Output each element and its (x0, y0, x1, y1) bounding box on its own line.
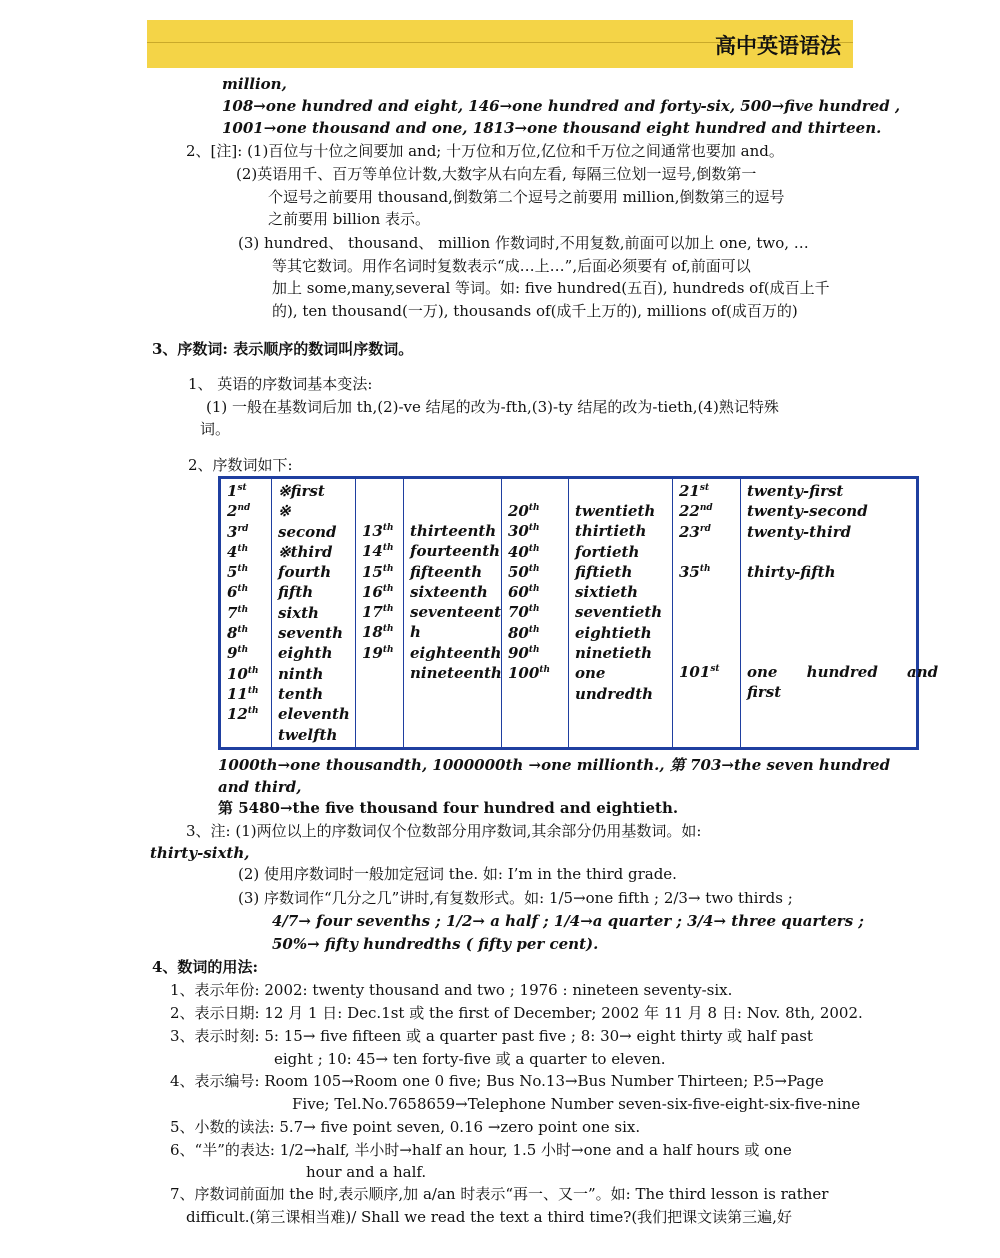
usage-3b: eight ; 10: 45→ ten forty-five 或 a quarter to eleven. (274, 1050, 666, 1068)
after-table-line-3: 第 5480→the five thousand four hundred and eightieth. (218, 799, 679, 817)
ordinal-suffix: th (382, 583, 394, 594)
note3-line-6: 50%→ fifty hundredths ( fifty per cent). (272, 935, 599, 953)
note3-line-3: (2) 使用序数词时一般加定冠词 the. 如: I’m in the third grade. (238, 865, 677, 883)
note2-line-6: 等其它数词。用作名词时复数表示“成…上…”,后面必须要有 of,前面可以 (272, 257, 751, 275)
ordinal-suffix: th (382, 563, 394, 574)
note2-line-4: 之前要用 billion 表示。 (268, 210, 431, 228)
c2-cell: twelfth (278, 725, 338, 744)
ordinal-suffix: nd (237, 503, 251, 514)
ordinal-suffix: th (382, 523, 394, 533)
c3-cell: 17th (362, 603, 394, 622)
c3-cell: 14th (362, 542, 394, 561)
c4-cell: fifteenth (410, 562, 483, 581)
ordinal-suffix: th (528, 604, 540, 615)
c3-cell: 18th (362, 623, 394, 642)
c7-cell: 101st (679, 663, 720, 682)
note2-line-5: (3) hundred、 thousand、 million 作数词时,不用复数,前面可以加上 one, two, … (238, 234, 809, 252)
c1-cell: 12th (227, 705, 259, 724)
section3-heading: 3、序数词: 表示顺序的数词叫序数词。 (152, 340, 414, 358)
c6-cell: thirtieth (575, 522, 647, 541)
c5-cell: 60th (508, 583, 540, 602)
intro-line-2: 108→one hundred and eight, 146→one hundred and forty-six, 500→five hundred , (222, 97, 901, 115)
c1-cell: 8th (227, 624, 249, 643)
ordinal-suffix: rd (699, 523, 711, 534)
ordinal-suffix: th (237, 584, 249, 595)
note2-line-8: 的), ten thousand(一万), thousands of(成千上万的), millions of(成百万的) (272, 302, 798, 320)
table-col-2 (272, 478, 356, 749)
c3-cell: 19th (362, 643, 394, 662)
note2-line-2: (2)英语用千、百万等单位计数,大数字从右向左看, 每隔三位划一逗号,倒数第一 (236, 165, 757, 183)
c1-cell: 1st (227, 482, 247, 500)
note2-line-1: 2、[注]: (1)百位与十位之间要加 and; 十万位和万位,亿位和千万位之间通常也要加 and。 (186, 142, 784, 160)
c5-cell: 100th (508, 664, 551, 683)
c6-cell: fiftieth (575, 562, 633, 581)
c2-cell: ※ (278, 502, 291, 521)
c4-cell: thirteenth (410, 522, 497, 540)
ordinal-suffix: th (382, 543, 394, 554)
c6-cell: one (575, 664, 606, 683)
c1-cell: 4th (227, 542, 249, 561)
ordinal-suffix: th (528, 584, 540, 595)
usage-4b: Five; Tel.No.7658659→Telephone Number seven-six-five-eight-six-five-nine (292, 1095, 861, 1113)
section4-heading: 4、数词的用法: (152, 958, 258, 976)
ordinal-suffix: th (528, 563, 540, 574)
c5-cell: 40th (508, 542, 540, 561)
c1-cell: 11th (227, 684, 259, 703)
section3-rule-line-1: (1) 一般在基数词后加 th,(2)-ve 结尾的改为-fth,(3)-ty 结尾的改为-tieth,(4)熟记特殊 (206, 398, 779, 416)
usage-6a: 6、“半”的表达: 1/2→half, 半小时→half an hour, 1.5 小时→one and a half hours 或 one (170, 1141, 792, 1159)
ordinal-suffix: th (247, 665, 259, 676)
c8-cell: twenty-second (747, 502, 868, 521)
ordinal-suffix: th (382, 644, 394, 655)
c7-cell: 21st (679, 482, 710, 500)
after-table-line-2: and third, (218, 778, 302, 796)
c6-cell: ninetieth (575, 644, 653, 663)
usage-2: 2、表示日期: 12 月 1 日: Dec.1st 或 the first of December; 2002 年 11 月 8 日: Nov. 8th, 2002. (170, 1004, 863, 1022)
intro-line-3: 1001→one thousand and one, 1813→one thousand eight hundred and thirteen. (222, 119, 882, 137)
ordinal-suffix: th (382, 604, 394, 615)
c3-cell: 15th (362, 562, 394, 581)
c8-cell: one hundred and (747, 663, 939, 682)
note3-line-1: 3、注: (1)两位以上的序数词仅个位数部分用序数词,其余部分仍用基数词。如: (186, 822, 702, 840)
ordinal-suffix: th (528, 503, 540, 513)
c1-cell: 3rd (227, 522, 249, 541)
c4-cell: nineteenth (410, 664, 502, 683)
c3-cell: 16th (362, 582, 394, 601)
c7-cell: 35th (679, 562, 711, 581)
c2-cell: second (278, 522, 337, 541)
c1-cell: 10th (227, 664, 259, 683)
note3-line-2: thirty-sixth, (150, 844, 250, 862)
c8-cell: first (747, 683, 782, 702)
table-col-5 (502, 478, 569, 749)
note2-line-7: 加上 some,many,several 等词。如: five hundred(五百), hundreds of(成百上千 (272, 279, 830, 297)
ordinal-suffix: rd (237, 523, 249, 534)
c4-cell: h (410, 623, 421, 642)
ordinal-suffix: st (237, 483, 247, 493)
ordinal-suffix: th (539, 665, 551, 676)
note2-line-3: 个逗号之前要用 thousand,倒数第二个逗号之前要用 million,倒数第三的逗号 (268, 188, 785, 206)
c1-cell: 2nd (227, 502, 251, 521)
c6-cell: seventieth (575, 603, 663, 622)
c4-cell: sixteenth (410, 582, 488, 601)
c8-cell: twenty-first (747, 482, 844, 500)
c2-cell: fifth (278, 583, 314, 602)
ordinal-suffix: th (247, 685, 259, 696)
usage-7b: difficult.(第三课相当难)/ Shall we read the text a third time?(我们把课文读第三遍,好 (186, 1208, 792, 1226)
usage-7a: 7、序数词前面加 the 时,表示顺序,加 a/an 时表示“再一、又一”。如: The third lesson is rather (170, 1185, 829, 1203)
c8-cell: twenty-third (747, 522, 852, 541)
ordinal-suffix: th (237, 564, 249, 575)
table-col-4 (404, 478, 502, 749)
c3-cell: 13th (362, 522, 394, 540)
table-col-1 (220, 478, 272, 749)
c1-cell: 9th (227, 644, 249, 663)
c5-cell: 20th (508, 502, 540, 520)
c5-cell: 30th (508, 522, 540, 541)
c6-cell: twentieth (575, 502, 656, 520)
c2-cell: eleventh (278, 705, 350, 724)
c5-cell: 70th (508, 603, 540, 622)
table-col-7 (673, 478, 741, 749)
ordinal-suffix: th (237, 604, 249, 615)
c2-cell: ninth (278, 664, 324, 683)
c2-cell: sixth (278, 603, 319, 622)
section3-rule-line-2: 词。 (200, 420, 231, 438)
c6-cell: eightieth (575, 623, 652, 642)
note3-line-5: 4/7→ four sevenths ; 1/2→ a half ; 1/4→a quarter ; 3/4→ three quarters ; (272, 912, 864, 930)
usage-5: 5、小数的读法: 5.7→ five point seven, 0.16 →zero point one six. (170, 1118, 641, 1136)
c8-cell: thirty-fifth (747, 562, 836, 581)
ordinal-suffix: th (382, 624, 394, 635)
c6-cell: undredth (575, 684, 654, 703)
page-header-bar (147, 20, 853, 68)
c2-cell: fourth (278, 563, 332, 582)
c6-cell: sixtieth (575, 583, 639, 602)
ordinal-table (218, 476, 939, 750)
table-col-3 (356, 478, 404, 749)
ordinal-suffix: th (528, 543, 540, 554)
section3-sub2: 2、序数词如下: (188, 456, 293, 474)
c2-cell: ※first (278, 482, 325, 500)
table-col-6 (569, 478, 673, 749)
c2-cell: seventh (278, 624, 343, 643)
ordinal-suffix: th (247, 706, 259, 717)
c4-cell: eighteenth (410, 643, 502, 662)
c5-cell: 80th (508, 623, 540, 642)
c1-cell: 6th (227, 583, 249, 602)
c2-cell: ※third (278, 542, 333, 561)
header-title: 高中英语语法 (715, 34, 841, 58)
ordinal-suffix: th (237, 645, 249, 656)
c1-cell: 7th (227, 603, 249, 622)
c7-cell: 22nd (679, 502, 713, 521)
after-table-line-1: 1000th→one thousandth, 1000000th →one millionth., 第 703→the seven hundred (218, 756, 891, 774)
note3-line-4: (3) 序数词作“几分之几”讲时,有复数形式。如: 1/5→one fifth ; 2/3→ two thirds ; (238, 889, 793, 907)
ordinal-suffix: th (699, 563, 711, 574)
table-col-8 (741, 478, 939, 749)
c5-cell: 50th (508, 562, 540, 581)
c5-cell: 90th (508, 644, 540, 663)
section3-sub1: 1、 英语的序数词基本变法: (188, 375, 373, 393)
ordinal-suffix: nd (699, 503, 713, 514)
c4-cell: fourteenth (410, 542, 501, 561)
ordinal-suffix: th (237, 625, 249, 636)
ordinal-suffix: st (710, 664, 720, 675)
usage-4a: 4、表示编号: Room 105→Room one 0 five; Bus No.13→Bus Number Thirteen; P.5→Page (170, 1072, 824, 1090)
usage-1: 1、表示年份: 2002: twenty thousand and two ; 1976 : nineteen seventy-six. (170, 981, 733, 999)
ordinal-suffix: st (699, 483, 710, 493)
ordinal-suffix: th (237, 543, 249, 554)
intro-line-1: million, (222, 75, 287, 93)
ordinal-suffix: th (528, 523, 540, 534)
ordinal-suffix: th (528, 624, 540, 635)
c7-cell: 23rd (679, 522, 711, 541)
c6-cell: fortieth (575, 542, 640, 561)
usage-3a: 3、表示时刻: 5: 15→ five fifteen 或 a quarter past five ; 8: 30→ eight thirty 或 half past (170, 1027, 813, 1045)
usage-6b: hour and a half. (306, 1163, 427, 1181)
c4-cell: seventeent (410, 603, 502, 622)
ordinal-suffix: th (528, 645, 540, 656)
c1-cell: 5th (227, 563, 249, 582)
c2-cell: tenth (278, 684, 324, 703)
c2-cell: eighth (278, 644, 333, 663)
